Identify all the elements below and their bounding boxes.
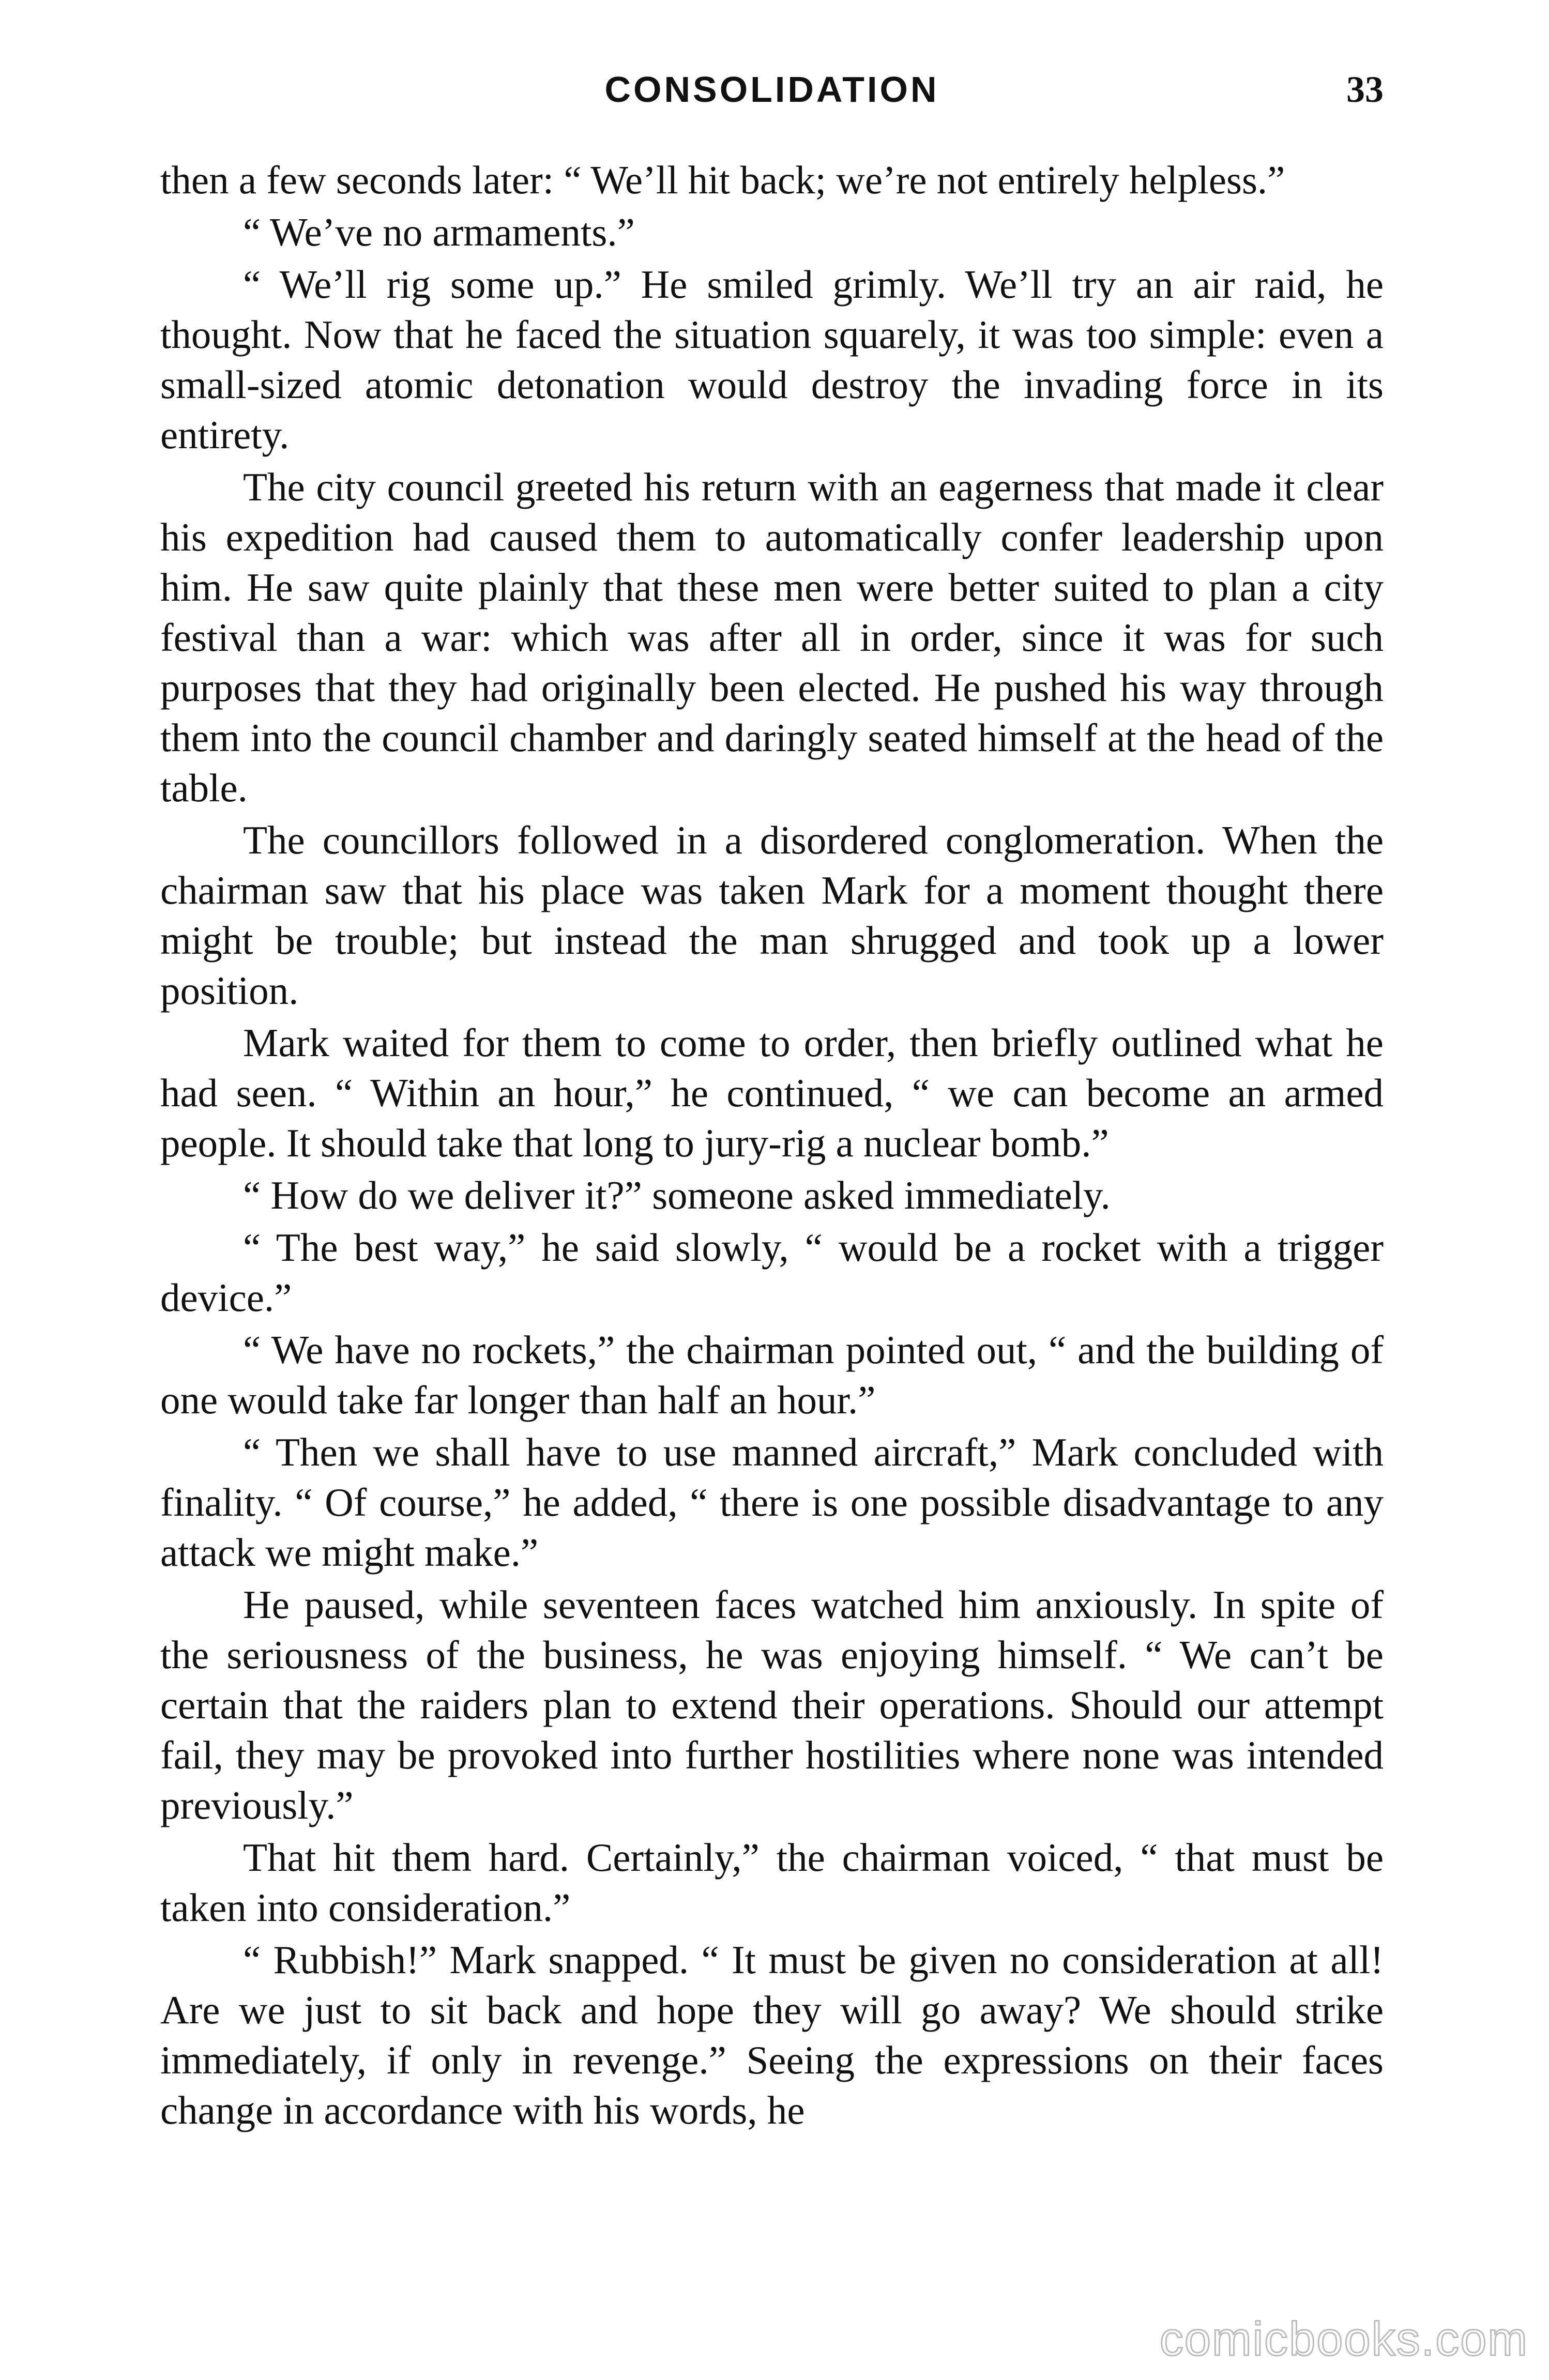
paragraph: “ Then we shall have to use manned aircraft,” Mark concluded with finality. “ Of course,” he added, “ there is one possible disadvantage to any attack we might make.” bbox=[160, 1430, 1384, 1575]
paragraph: “ We’ve no armaments.” bbox=[243, 210, 635, 254]
page-number: 33 bbox=[1346, 69, 1384, 110]
paragraph: “ We’ll rig some up.” He smiled grimly. We’ll try an air raid, he thought. Now that he faced the situation squarely, it was too simple: even a small-sized atomic detonation would destroy the invading force in its entirety. bbox=[160, 262, 1384, 457]
paragraph: “ We have no rockets,” the chairman pointed out, “ and the building of one would take far longer than half an hour.” bbox=[160, 1328, 1384, 1422]
paragraph: “ How do we deliver it?” someone asked immediately. bbox=[243, 1173, 1111, 1217]
paragraph: Mark waited for them to come to order, then briefly outlined what he had seen. “ Within an hour,” he continued, “ we can become an armed people. It should take that long to jury-rig a nuclear bomb.” bbox=[160, 1020, 1384, 1165]
paragraph: “ Rubbish!” Mark snapped. “ It must be given no consideration at all! Are we just to sit back and hope they will go away? We should strike immediately, if only in revenge.” Seeing the expressions on their faces change in accordance with his words, he bbox=[160, 1937, 1384, 2132]
paragraph: The city council greeted his return with an eagerness that made it clear his expedition had caused them to automatically confer leadership upon him. He saw quite plainly that these men were better suited to plan a city festival than a war: which was after all in order, since it was for such purposes that they had originally been elected. He pushed his way through them into the council chamber and daringly seated himself at the head of the table. bbox=[160, 465, 1384, 810]
paragraph: “ The best way,” he said slowly, “ would be a rocket with a trigger device.” bbox=[160, 1225, 1384, 1320]
body-text bbox=[160, 155, 1384, 2138]
running-title: CONSOLIDATION bbox=[604, 69, 939, 110]
paragraph: He paused, while seventeen faces watched him anxiously. In spite of the seriousness of the business, he was enjoying himself. “ We can’t be certain that the raiders plan to extend their operations. Should our attempt fail, they may be provoked into further hostilities where none was intended previously.” bbox=[160, 1582, 1384, 1827]
paragraph: then a few seconds later: “ We’ll hit back; we’re not entirely helpless.” bbox=[160, 158, 1285, 202]
watermark: comicbooks.com bbox=[1159, 2313, 1528, 2366]
running-head bbox=[160, 61, 1384, 118]
paragraph: That hit them hard. Certainly,” the chairman voiced, “ that must be taken into consideration.” bbox=[160, 1835, 1384, 1930]
paragraph: The councillors followed in a disordered conglomeration. When the chairman saw that his place was taken Mark for a moment thought there might be trouble; but instead the man shrugged and took up a lower position. bbox=[160, 818, 1384, 1013]
book-page bbox=[160, 0, 1384, 2380]
